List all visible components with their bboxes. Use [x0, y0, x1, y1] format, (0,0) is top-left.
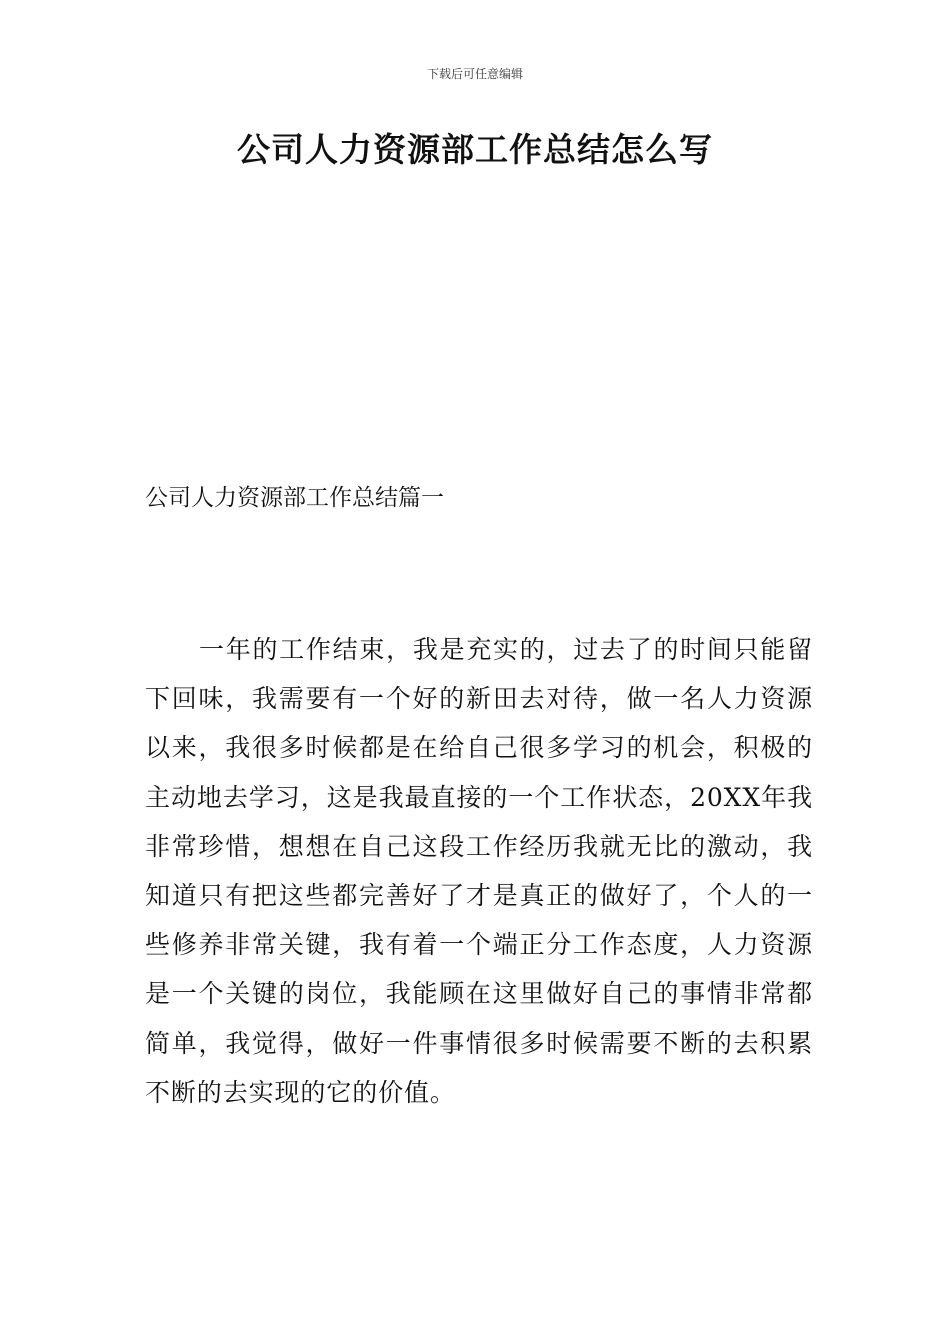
- section-heading: 公司人力资源部工作总结篇一: [145, 485, 444, 511]
- document-title: 公司人力资源部工作总结怎么写: [237, 130, 713, 169]
- body-paragraph: 一年的工作结束，我是充实的，过去了的时间只能留下回味，我需要有一个好的新田去对待，做一名人力资源以来，我很多时候都是在给自己很多学习的机会，积极的主动地去学习，这是我最直接的一个工作状态，20XX年我非常珍惜，想想在自己这段工作经历我就无比的激动，我知道只有把这些都完善好了才是真正的做好了，个人的一些修养非常关键，我有着一个端正分工作态度，人力资源是一个关键的岗位，我能顾在这里做好自己的事情非常都简单，我觉得，做好一件事情很多时候需要不断的去积累不断的去实现的它的价值。: [145, 635, 813, 1107]
- header-note: 下载后可任意编辑: [426, 67, 523, 81]
